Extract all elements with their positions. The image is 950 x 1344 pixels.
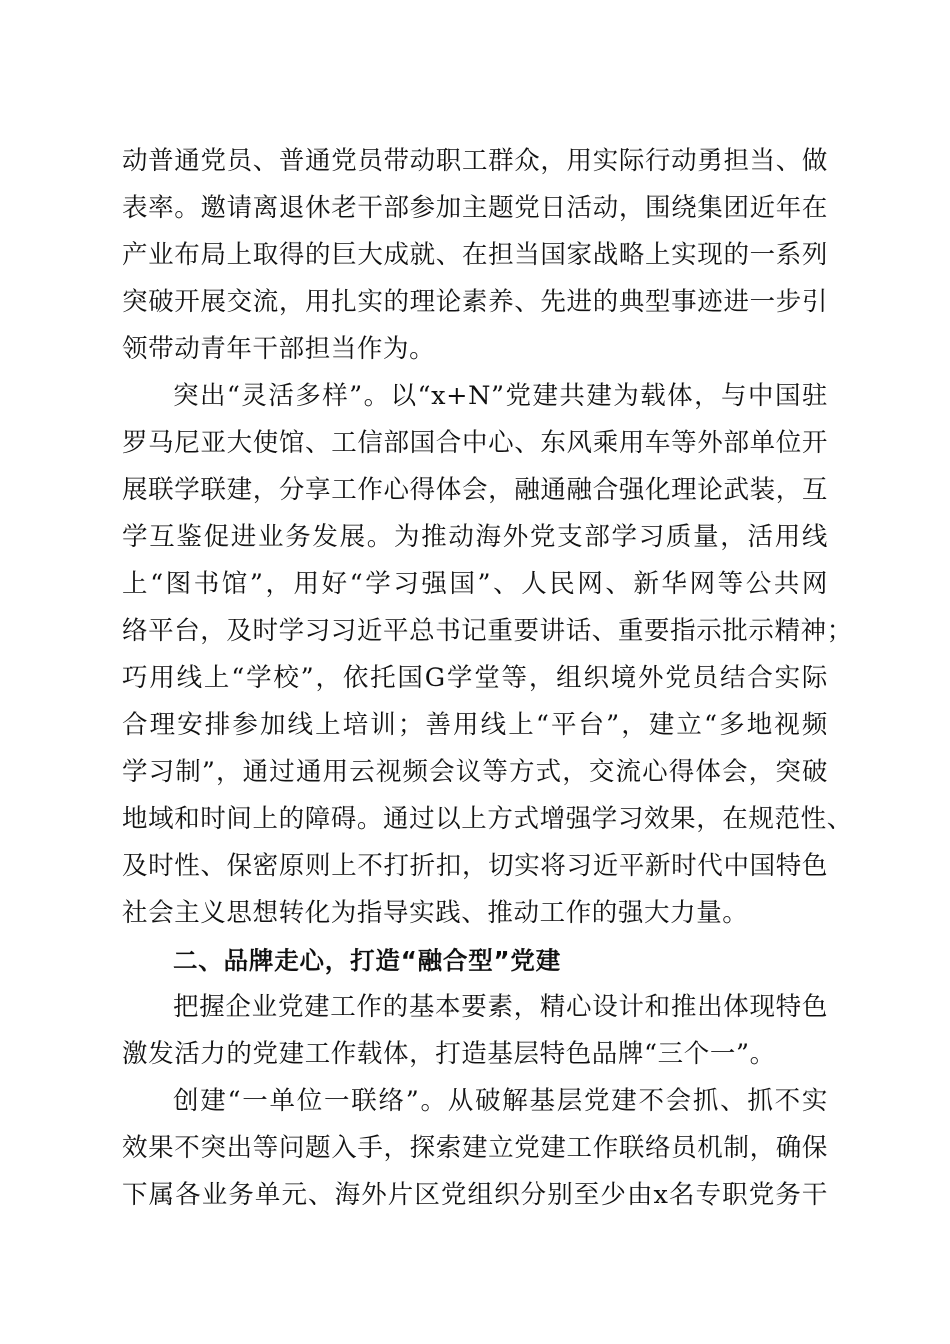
text-line: 学互鉴促进业务发展。为推动海外党支部学习质量，活用线 — [122, 522, 828, 552]
text-line: 合理安排参加线上培训；善用线上“平台”，建立“多地视频 — [122, 710, 828, 740]
paragraph-1 — [122, 138, 828, 373]
text-line: 社会主义思想转化为指导实践、推动工作的强大力量。 — [122, 898, 749, 928]
paragraph-4 — [122, 1078, 828, 1219]
text-line: 展联学联建，分享工作心得体会，融通融合强化理论武装，互 — [122, 475, 828, 505]
text-line: 巧用线上“学校”，依托国G学堂等，组织境外党员结合实际 — [122, 663, 828, 693]
paragraph-3 — [122, 984, 828, 1078]
text-line: 地域和时间上的障碍。通过以上方式增强学习效果，在规范性、 — [122, 804, 853, 834]
text-line: 学习制”，通过通用云视频会议等方式，交流心得体会，突破 — [122, 757, 828, 787]
text-line: 突破开展交流，用扎实的理论素养、先进的典型事迹进一步引 — [122, 287, 828, 317]
text-line: 上“图书馆”，用好“学习强国”、人民网、新华网等公共网 — [122, 569, 828, 599]
paragraph-2 — [122, 373, 853, 937]
text-line: 激发活力的党建工作载体，打造基层特色品牌“三个一”。 — [122, 1039, 776, 1069]
text-line: 领带动青年干部担当作为。 — [122, 334, 436, 364]
text-line: 下属各业务单元、海外片区党组织分别至少由x名专职党务干 — [122, 1180, 828, 1210]
text-line: 突出“灵活多样”。以“x+N”党建共建为载体，与中国驻 — [173, 381, 828, 411]
text-line: 产业布局上取得的巨大成就、在担当国家战略上实现的一系列 — [122, 240, 828, 270]
text-line: 动普通党员、普通党员带动职工群众，用实际行动勇担当、做 — [122, 146, 828, 176]
text-line: 创建“一单位一联络”。从破解基层党建不会抓、抓不实 — [173, 1086, 828, 1116]
text-line: 表率。邀请离退休老干部参加主题党日活动，围绕集团近年在 — [122, 193, 828, 223]
text-line: 效果不突出等问题入手，探索建立党建工作联络员机制，确保 — [122, 1133, 828, 1163]
text-line: 络平台，及时学习习近平总书记重要讲话、重要指示批示精神； — [122, 616, 853, 646]
text-line: 把握企业党建工作的基本要素，精心设计和推出体现特色 — [173, 992, 828, 1022]
document-body — [122, 138, 853, 1219]
text-line: 罗马尼亚大使馆、工信部国合中心、东风乘用车等外部单位开 — [122, 428, 828, 458]
text-line: 及时性、保密原则上不打折扣，切实将习近平新时代中国特色 — [122, 851, 828, 881]
section-heading: 二、品牌走心，打造“融合型”党建 — [173, 946, 562, 975]
